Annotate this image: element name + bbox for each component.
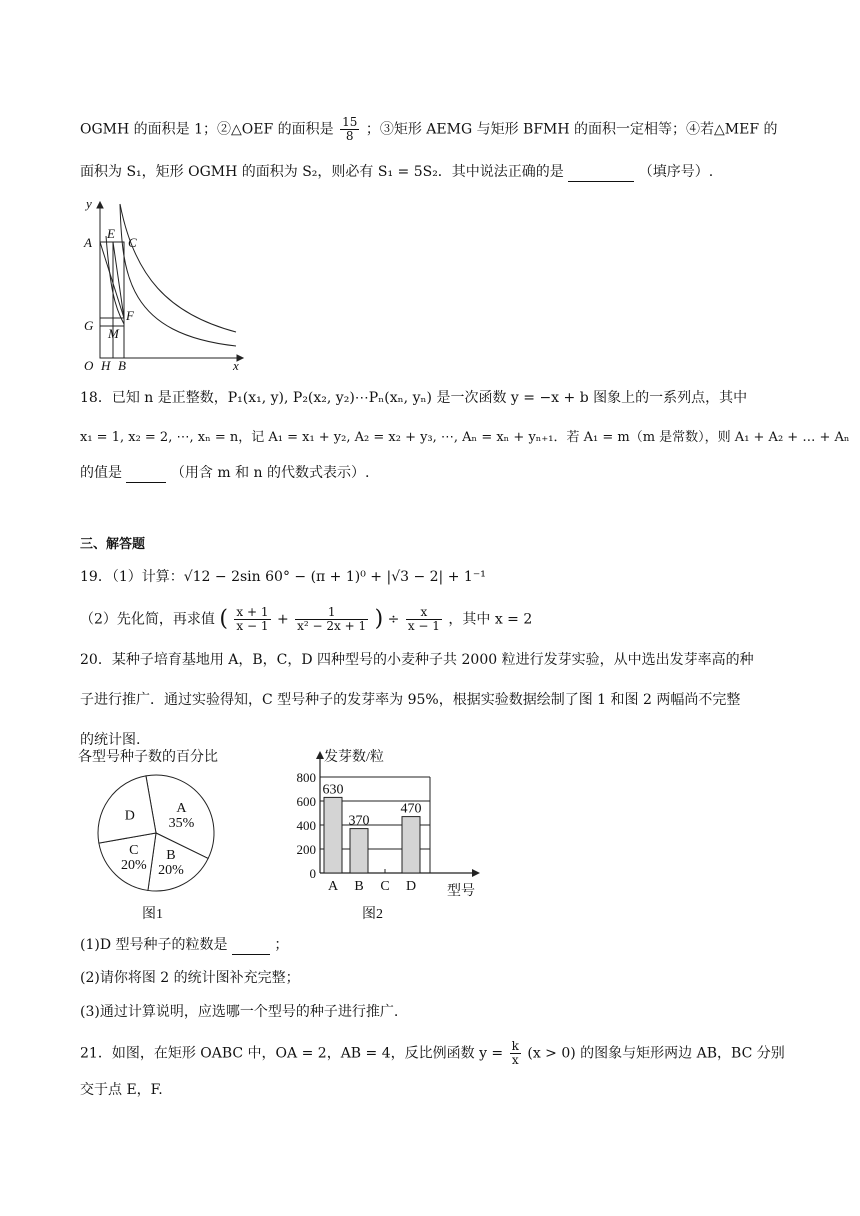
y-tick-label: 400	[296, 818, 316, 833]
label-g: G	[84, 318, 94, 333]
q19-frac2-num: 1	[295, 606, 368, 620]
q19-part1: 19．（1）计算：√12 − 2sin 60° − (π + 1)⁰ + |√3 − 2| + 1⁻¹	[80, 569, 486, 585]
outer-curve	[120, 204, 236, 346]
q20-line2: 子进行推广．通过实验得知，C 型号种子的发芽率为 95%，根据实验数据绘制了图 1 和图 2 两幅尚不完整	[80, 692, 741, 708]
bar-caption: 图2	[362, 907, 383, 922]
q17-frac-den: 8	[345, 129, 354, 143]
q17-line1-b: ；③矩形 AEMG 与矩形 BFMH 的面积一定相等；④若△MEF 的	[365, 121, 778, 138]
q18-answer-blank[interactable]	[126, 482, 166, 483]
q20-line3: 的统计图.	[80, 732, 141, 748]
q17-line1-a: OGMH 的面积是 1；②△OEF 的面积是	[80, 121, 334, 138]
q18-line2: x₁ = 1, x₂ = 2, ⋯, xₙ = n，记 A₁ = x₁ + y₂, A₂ = x₂ + y₃, ⋯, Aₙ = xₙ + yₙ₊₁．若 A₁ = m（m 是常数），则 A₁ + A₂ + … + Aₙ	[80, 430, 850, 445]
y-tick-label: 0	[309, 866, 316, 881]
label-b: B	[118, 358, 126, 372]
bar-b	[350, 829, 368, 873]
q17-answer-blank[interactable]	[568, 181, 634, 182]
section-title: 三、解答题	[80, 537, 146, 552]
x-tick-label: C	[380, 879, 390, 894]
y-tick-label: 200	[296, 842, 316, 857]
q19-part2: （2）先化简，再求值 ( $\frac{x + 1}{x - 1}$ + $\frac{1}{\text{x² − 2x + 1}}$ ) ÷ $\frac{x}{x - 1}$ ，其中 x = 2	[80, 605, 533, 633]
pie-caption: 图1	[142, 907, 163, 922]
label-x: x	[233, 358, 239, 372]
q20-sub2: (2)请你将图 2 的统计图补充完整；	[80, 970, 300, 986]
q20-sub1-blank[interactable]	[232, 954, 270, 955]
y-tick-label: 800	[296, 770, 316, 785]
label-f: F	[126, 308, 134, 323]
label-m: M	[108, 326, 119, 341]
q19-frac3-num: x	[406, 606, 442, 620]
bar-ylabel: 发芽数/粒	[324, 750, 384, 765]
q19-frac1-num: x + 1	[236, 605, 269, 619]
q19-part2-a: （2）先化简，再求值	[80, 611, 215, 628]
q19-frac1	[234, 606, 270, 633]
bar-value-d: 470	[400, 801, 422, 817]
pie-title: 各型号种子数的百分比	[78, 750, 218, 765]
q21-line1	[80, 1040, 785, 1067]
label-a: A	[84, 235, 92, 250]
q21-fraction	[510, 1040, 521, 1067]
q20-sub1-text: (1)D 型号种子的粒数是	[80, 937, 228, 953]
bar-xlabel: 型号	[447, 884, 475, 899]
x-tick-label: B	[354, 879, 364, 894]
q17-line1	[80, 116, 778, 143]
q19-frac1-den: x − 1	[236, 619, 269, 633]
q19-frac3-den: x − 1	[407, 619, 440, 633]
bar-d	[402, 817, 420, 873]
bar-chart	[284, 745, 484, 935]
q20-sub1	[80, 935, 288, 955]
label-e: E	[107, 226, 115, 241]
pie-value-a: 35%	[168, 815, 195, 831]
bar-value-b: 370	[348, 813, 370, 829]
x-axis-arrow	[472, 869, 480, 877]
q20-sub3: (3)通过计算说明，应选哪一个型号的种子进行推广.	[80, 1004, 399, 1020]
x-tick-label: A	[327, 879, 339, 894]
pie-label-c: C	[129, 842, 139, 858]
q17-line2-text: 面积为 S₁，矩形 OGMH 的面积为 S₂，则必有 S₁ = 5S₂．其中说法正确的是	[80, 164, 564, 180]
q18-line3-b: （用含 m 和 n 的代数式表示）.	[170, 465, 370, 481]
q21-frac-den: x	[511, 1053, 519, 1067]
pie-chart	[78, 745, 258, 935]
q19-frac2	[295, 606, 368, 633]
pie-label-b: B	[166, 848, 176, 864]
q17-line2-end: （填序号）.	[638, 164, 714, 180]
q17-figure	[78, 196, 248, 372]
x-tick-label: D	[405, 879, 417, 894]
q19-frac2-den: x² − 2x + 1	[297, 619, 367, 633]
q17-frac-num: 15	[342, 115, 358, 129]
y-axis-arrow	[316, 751, 324, 759]
q19-frac3	[406, 606, 442, 633]
q17-fraction	[340, 116, 359, 143]
q17-line2	[80, 162, 713, 182]
pie-value-c: 20%	[121, 857, 147, 873]
y-tick-label: 600	[296, 794, 316, 809]
label-y: y	[86, 196, 92, 211]
q20-sub1-end: ；	[274, 937, 289, 953]
pie-label-d: D	[124, 808, 135, 824]
q19-part2-c: ，其中 x = 2	[448, 611, 533, 628]
label-h: H	[101, 358, 111, 372]
bar-a	[324, 797, 342, 873]
q21-line1-a: 21．如图，在矩形 OABC 中，OA = 2，AB = 4，反比例函数 y =	[80, 1045, 504, 1062]
q19-div-sign: ÷	[387, 611, 400, 628]
q18-line1: 18．已知 n 是正整数，P₁(x₁, y), P₂(x₂, y₂)⋯Pₙ(xₙ, yₙ) 是一次函数 y = −x + b 图象上的一系列点，其中	[80, 390, 748, 406]
label-o: O	[84, 358, 94, 372]
label-c: C	[128, 235, 137, 250]
y-axis-arrow	[97, 202, 103, 208]
hyperbola-curve	[120, 204, 236, 332]
q18-line3	[80, 463, 369, 483]
q18-line3-a: 的值是	[80, 465, 122, 481]
q21-line2: 交于点 E，F.	[80, 1082, 163, 1098]
segment-ef	[113, 242, 124, 318]
pie-value-b: 20%	[158, 863, 184, 879]
q21-line1-b: (x > 0) 的图象与矩形两边 AB，BC 分别	[527, 1045, 785, 1062]
pie-label-a: A	[176, 800, 187, 816]
bar-value-a: 630	[322, 782, 344, 798]
q20-line1: 20．某种子培育基地用 A，B，C，D 四种型号的小麦种子共 2000 粒进行发芽实验，从中选出发芽率高的种	[80, 652, 754, 668]
q21-frac-num: k	[511, 1039, 519, 1053]
